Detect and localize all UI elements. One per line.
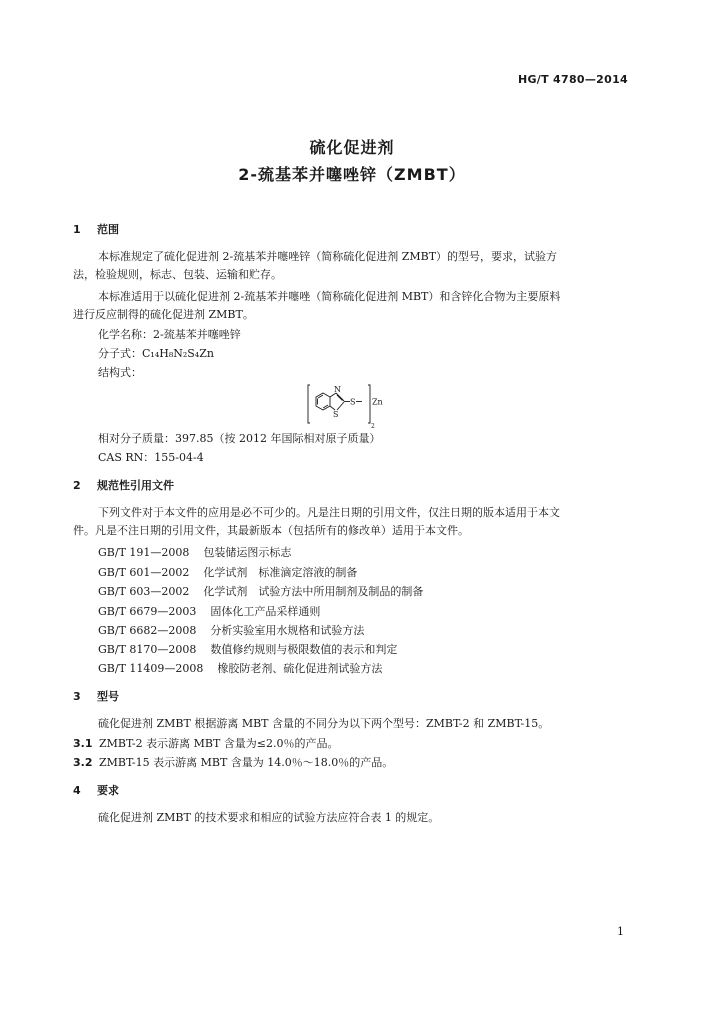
structure-metal-zn: Zn bbox=[372, 397, 383, 407]
reference-code: GB/T 191—2008 bbox=[98, 546, 190, 559]
section-1-para-2-line-1: 本标准适用于以硫化促进剂 2-巯基苯并噻唑（简称硫化促进剂 MBT）和含锌化合物为主要原料 bbox=[98, 290, 561, 303]
page-number: 1 bbox=[617, 925, 624, 938]
formula-label: 分子式： bbox=[98, 347, 142, 360]
section-3-number: 3 bbox=[73, 690, 81, 703]
title-line-1: 硫化促进剂 bbox=[309, 138, 395, 157]
reference-code: GB/T 6679—2003 bbox=[98, 605, 197, 618]
reference-title: 化学试剂 试验方法中所用制剂及制品的制备 bbox=[203, 585, 424, 598]
reference-item bbox=[98, 660, 382, 676]
molecular-mass: 相对分子质量：397.85（按 2012 年国际相对原子质量） bbox=[98, 432, 381, 445]
reference-item bbox=[98, 583, 423, 599]
structure-subscript: 2 bbox=[371, 423, 375, 429]
structural-formula bbox=[306, 383, 388, 429]
section-1-para-1-line-1: 本标准规定了硫化促进剂 2-巯基苯并噻唑锌（简称硫化促进剂 ZMBT）的型号，要求，试验方 bbox=[98, 250, 558, 263]
clause-3-1-number: 3.1 bbox=[73, 737, 93, 750]
reference-title: 化学试剂 标准滴定溶液的制备 bbox=[203, 566, 358, 579]
clause-3-2-number: 3.2 bbox=[73, 756, 93, 769]
reference-item bbox=[98, 603, 320, 619]
section-2-para-line-1: 下列文件对于本文件的应用是必不可少的。凡是注日期的引用文件，仅注日期的版本适用于本文 bbox=[98, 506, 560, 519]
cas-number: CAS RN：155-04-4 bbox=[98, 451, 204, 464]
reference-title: 橡胶防老剂、硫化促进剂试验方法 bbox=[217, 662, 383, 675]
standard-code: HG/T 4780—2014 bbox=[517, 73, 628, 86]
molecular-formula bbox=[98, 345, 214, 362]
reference-code: GB/T 8170—2008 bbox=[98, 643, 197, 656]
section-4-heading bbox=[73, 782, 119, 798]
reference-item bbox=[98, 641, 397, 657]
section-2-heading bbox=[73, 477, 174, 493]
section-4-number: 4 bbox=[73, 784, 81, 797]
section-1-para-2-line-2: 进行反应制得的硫化促进剂 ZMBT。 bbox=[73, 308, 254, 321]
reference-item bbox=[98, 622, 364, 638]
section-1-heading bbox=[73, 221, 119, 237]
title-line-2: 2-巯基苯并噻唑锌（ZMBT） bbox=[238, 165, 466, 184]
reference-item bbox=[98, 544, 291, 560]
structure-atom-s-ring: S bbox=[333, 410, 339, 419]
structure-atom-s-link: S bbox=[350, 397, 356, 407]
section-2-number: 2 bbox=[73, 479, 81, 492]
reference-item bbox=[98, 564, 357, 580]
clause-3-1-text: ZMBT-2 表示游离 MBT 含量为≤2.0％的产品。 bbox=[99, 737, 339, 750]
reference-code: GB/T 601—2002 bbox=[98, 566, 190, 579]
reference-title: 数值修约规则与极限数值的表示和判定 bbox=[210, 643, 398, 656]
section-1-title: 范围 bbox=[97, 223, 119, 236]
reference-title: 分析实验室用水规格和试验方法 bbox=[210, 624, 365, 637]
structure-atom-n: N bbox=[334, 385, 341, 394]
chemical-name: 化学名称：2-巯基苯并噻唑锌 bbox=[98, 328, 241, 341]
clause-3-2 bbox=[73, 754, 393, 770]
section-3-title: 型号 bbox=[97, 690, 119, 703]
section-1-number: 1 bbox=[73, 223, 81, 236]
clause-3-1 bbox=[73, 735, 339, 751]
reference-title: 固体化工产品采样通则 bbox=[210, 605, 321, 618]
reference-code: GB/T 603—2002 bbox=[98, 585, 190, 598]
section-1-para-1-line-2: 法，检验规则，标志、包装、运输和贮存。 bbox=[73, 268, 282, 281]
section-2-title: 规范性引用文件 bbox=[97, 479, 174, 492]
clause-3-2-text: ZMBT-15 表示游离 MBT 含量为 14.0％～18.0％的产品。 bbox=[99, 756, 394, 769]
section-4-title: 要求 bbox=[97, 784, 119, 797]
reference-title: 包装储运图示标志 bbox=[203, 546, 292, 559]
section-3-heading bbox=[73, 688, 119, 704]
section-4-para: 硫化促进剂 ZMBT 的技术要求和相应的试验方法应符合表 1 的规定。 bbox=[98, 811, 440, 824]
section-2-para-line-2: 件。凡是不注日期的引用文件，其最新版本（包括所有的修改单）适用于本文件。 bbox=[73, 524, 469, 537]
formula-value: C₁₄H₈N₂S₄Zn bbox=[142, 347, 214, 360]
section-3-para: 硫化促进剂 ZMBT 根据游离 MBT 含量的不同分为以下两个型号：ZMBT-2 和 ZMBT-15。 bbox=[98, 717, 550, 730]
structure-label: 结构式： bbox=[98, 366, 142, 379]
reference-code: GB/T 11409—2008 bbox=[98, 662, 204, 675]
reference-code: GB/T 6682—2008 bbox=[98, 624, 197, 637]
